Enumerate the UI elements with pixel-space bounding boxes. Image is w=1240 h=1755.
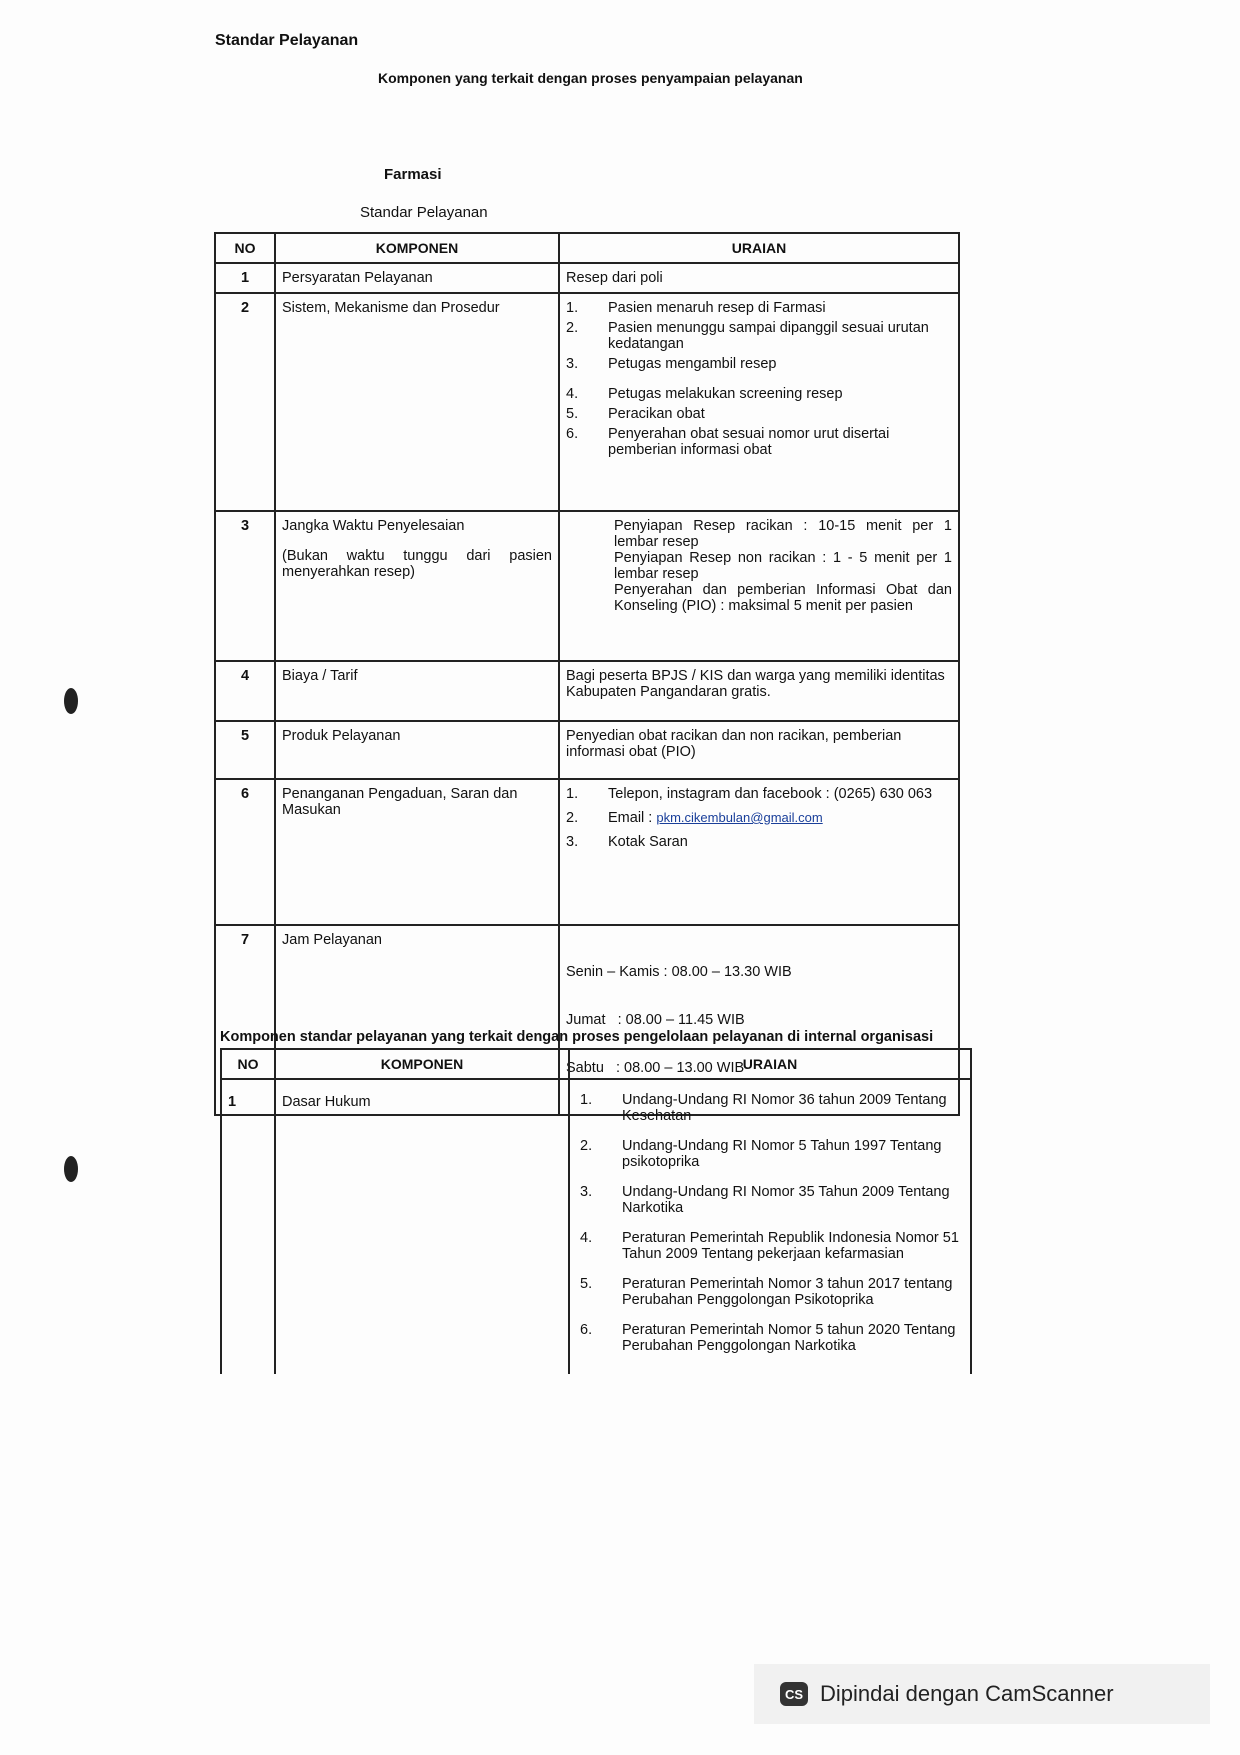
row-komponen: Sistem, Mekanisme dan Prosedur	[275, 293, 559, 511]
table-row	[215, 779, 959, 925]
punch-hole	[64, 688, 78, 714]
list-item: 3. Petugas mengambil resep	[566, 356, 777, 372]
duration-line: Penyiapan Resep non racikan : 1 - 5 menit per 1 lembar resep	[614, 550, 952, 582]
page-header: Standar Pelayanan	[215, 32, 359, 49]
row-no: 5	[215, 721, 275, 779]
row-komponen	[275, 511, 559, 661]
header-no: NO	[215, 233, 275, 263]
list-item: 2. Email : pkm.cikembulan@gmail.com	[566, 810, 823, 826]
row-uraian: Resep dari poli	[559, 263, 959, 293]
duration-line: Penyerahan dan pemberian Informasi Obat dan Konseling (PIO) : maksimal 5 menit per pasien	[614, 582, 952, 614]
table-row	[221, 1079, 971, 1374]
row-komponen: Biaya / Tarif	[275, 661, 559, 721]
row-no: 6	[215, 779, 275, 925]
row-uraian	[559, 779, 959, 925]
list-item: 4. Peraturan Pemerintah Republik Indonesia Nomor 51 Tahun 2009 Tentang pekerjaan kefarmasian	[580, 1230, 959, 1262]
service-standard-table	[214, 232, 960, 1116]
row-no: 1	[221, 1079, 275, 1374]
list-item: 5. Peracikan obat	[566, 406, 705, 422]
list-item: 3. Kotak Saran	[566, 834, 688, 850]
row-komponen: Produk Pelayanan	[275, 721, 559, 779]
internal-table-caption: Komponen standar pelayanan yang terkait dengan proses pengelolaan pelayanan di internal organisasi	[220, 1029, 934, 1045]
table-header-row	[215, 233, 959, 263]
list-item: 5. Peraturan Pemerintah Nomor 3 tahun 2017 tentang Perubahan Penggolongan Psikotoprika	[580, 1276, 953, 1308]
table-caption: Standar Pelayanan	[360, 204, 488, 221]
list-item: 6. Peraturan Pemerintah Nomor 5 tahun 2020 Tentang Perubahan Penggolongan Narkotika	[580, 1322, 956, 1354]
punch-hole	[64, 1156, 78, 1182]
row-uraian	[559, 293, 959, 511]
table-row	[215, 661, 959, 721]
row-komponen: Penanganan Pengaduan, Saran dan Masukan	[275, 779, 559, 925]
list-item: 3. Undang-Undang RI Nomor 35 Tahun 2009 Tentang Narkotika	[580, 1184, 950, 1216]
header-no: NO	[221, 1049, 275, 1079]
page-subtitle: Komponen yang terkait dengan proses penyampaian pelayanan	[378, 70, 803, 86]
row-no: 2	[215, 293, 275, 511]
table-header-row	[221, 1049, 971, 1079]
row-no: 1	[215, 263, 275, 293]
table-row	[215, 263, 959, 293]
header-komponen: KOMPONEN	[275, 233, 559, 263]
list-item: 1. Pasien menaruh resep di Farmasi	[566, 300, 826, 316]
camscanner-watermark	[754, 1664, 1210, 1724]
row-no: 4	[215, 661, 275, 721]
camscanner-logo-icon: CS	[780, 1682, 808, 1706]
list-item: 6. Penyerahan obat sesuai nomor urut disertai pemberian informasi obat	[566, 426, 890, 458]
internal-standard-table	[220, 1048, 972, 1374]
header-uraian: URAIAN	[559, 233, 959, 263]
table-row	[215, 511, 959, 661]
row-uraian	[559, 511, 959, 661]
komponen-label: Jangka Waktu Penyelesaian	[282, 518, 465, 534]
row-no: 3	[215, 511, 275, 661]
section-title: Farmasi	[384, 166, 442, 183]
komponen-note: (Bukan waktu tunggu dari pasien menyerahkan resep)	[282, 548, 552, 580]
row-uraian	[569, 1079, 971, 1374]
list-item: 1. Telepon, instagram dan facebook : (0265) 630 063	[566, 786, 933, 802]
hours-line: Senin – Kamis : 08.00 – 13.30 WIB	[566, 964, 792, 980]
list-item: 2. Undang-Undang RI Nomor 5 Tahun 1997 Tentang psikotoprika	[580, 1138, 942, 1170]
email-link[interactable]: pkm.cikembulan@gmail.com	[656, 810, 823, 825]
header-komponen: KOMPONEN	[275, 1049, 569, 1079]
hours-line: Jumat : 08.00 – 11.45 WIB	[566, 1012, 745, 1028]
table-row	[215, 293, 959, 511]
duration-line: Penyiapan Resep racikan : 10-15 menit per 1 lembar resep	[614, 518, 952, 550]
list-item: 2. Pasien menunggu sampai dipanggil sesuai urutan kedatangan	[566, 320, 929, 352]
header-uraian: URAIAN	[569, 1049, 971, 1079]
list-item: 1. Undang-Undang RI Nomor 36 tahun 2009 Tentang Kesehatan	[580, 1092, 947, 1124]
hours-line: Sabtu : 08.00 – 13.00 WIB	[566, 1060, 745, 1076]
row-no: 7	[215, 925, 275, 1115]
row-uraian: Bagi peserta BPJS / KIS dan warga yang memiliki identitas Kabupaten Pangandaran gratis.	[559, 661, 959, 721]
list-item: 4. Petugas melakukan screening resep	[566, 386, 843, 402]
row-komponen: Dasar Hukum	[275, 1079, 569, 1374]
table-row	[215, 721, 959, 779]
watermark-text: Dipindai dengan CamScanner	[820, 1681, 1114, 1706]
row-komponen: Persyaratan Pelayanan	[275, 263, 559, 293]
row-uraian: Penyedian obat racikan dan non racikan, pemberian informasi obat (PIO)	[559, 721, 959, 779]
row-komponen: Jam Pelayanan	[275, 925, 559, 1115]
